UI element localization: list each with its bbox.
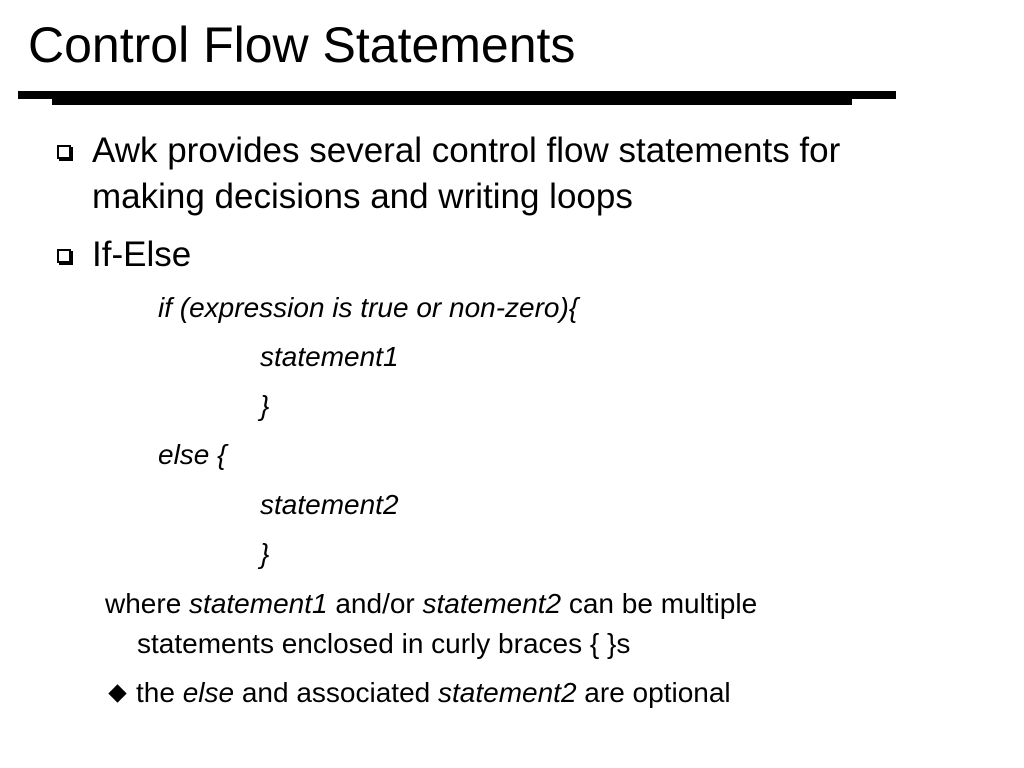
slide-title: Control Flow Statements <box>28 17 576 73</box>
diamond-bullet-icon <box>108 684 126 702</box>
title-underline-thick <box>52 91 852 105</box>
sub-bullet-text-optional: are optional <box>576 677 731 708</box>
note-text-statement1: statement1 <box>189 588 328 619</box>
bullet-2-label: If-Else <box>92 235 192 274</box>
code-line-statement2: statement2 <box>260 489 399 520</box>
note-text-where: where <box>105 588 190 619</box>
sub-bullet-text-the: the <box>136 677 183 708</box>
bullet-1-line-2: making decisions and writing loops <box>92 177 633 216</box>
sub-bullet-line <box>136 673 731 713</box>
note-line-1 <box>105 584 757 624</box>
code-line-close-brace-1: } <box>260 390 270 421</box>
code-line-statement1: statement1 <box>260 341 399 372</box>
code-line-if: if (expression is true or non-zero){ <box>158 292 579 323</box>
note-line-2: statements enclosed in curly braces { }s <box>137 628 631 659</box>
sub-bullet-text-statement2: statement2 <box>438 677 577 708</box>
code-line-close-brace-2: } <box>260 538 270 569</box>
sub-bullet-text-else: else <box>182 677 235 708</box>
note-text-multiple: can be multiple <box>561 588 758 619</box>
bullet-square-icon <box>57 249 71 263</box>
bullet-square-icon <box>57 145 71 159</box>
note-text-statement2: statement2 <box>422 588 562 619</box>
code-line-else: else { <box>158 439 227 470</box>
bullet-1-line-1: Awk provides several control flow statements for <box>92 131 841 170</box>
sub-bullet-text-associated: and associated <box>234 677 438 708</box>
note-text-and-or: and/or <box>327 588 423 619</box>
